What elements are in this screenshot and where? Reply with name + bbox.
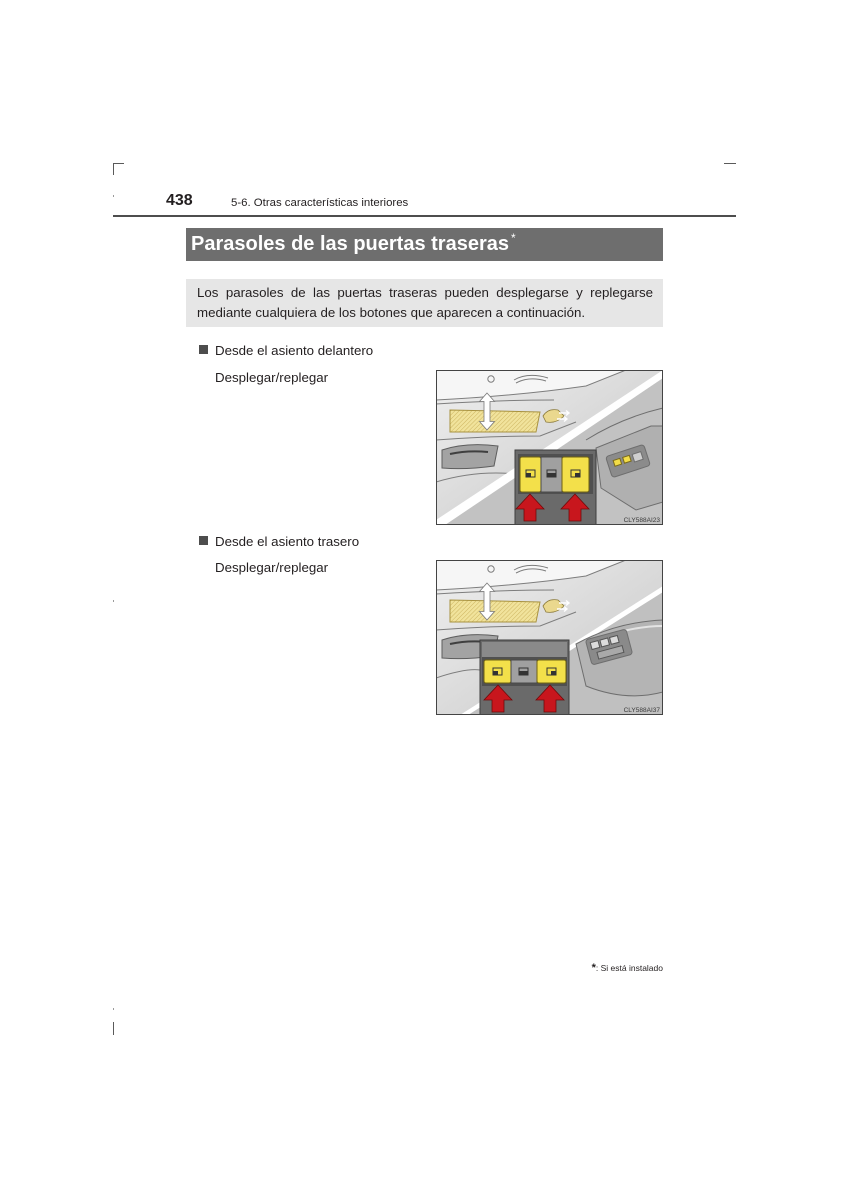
header-rule (113, 215, 736, 217)
sunshade-symbol-icon-fill (493, 671, 498, 675)
section-heading: Desde el asiento delantero (215, 343, 374, 358)
page-title (191, 232, 516, 258)
intro-box: Los parasoles de las puertas traseras pueden desplegarse y replegarse mediante cualquiera de los botones que aparecen a continuación. (186, 279, 663, 327)
sunshade-symbol-icon-fill (547, 473, 556, 477)
page-title-text: Parasoles de las puertas traseras (191, 233, 509, 255)
running-header-section: 5-6. Otras características interiores (231, 197, 409, 209)
footnote-marker: * (591, 962, 596, 974)
section-body: Desplegar/replegar (215, 560, 329, 575)
title-bar (186, 228, 663, 261)
sunshade-illustration (450, 410, 540, 432)
sunshade-symbol-icon-fill (551, 671, 556, 675)
panel-sunshade-switch (600, 638, 610, 647)
square-bullet-icon (199, 345, 208, 354)
square-bullet-icon (199, 536, 208, 545)
crop-mark-bottom-left (113, 1022, 114, 1035)
figure-code: CLY588AI37 (623, 707, 660, 714)
sunshade-symbol-icon-fill (526, 473, 531, 477)
sunshade-illustration (450, 600, 540, 622)
inset-console-surface (482, 642, 567, 658)
registration-dot (113, 195, 114, 197)
figure-code: CLY588AI23 (623, 517, 660, 524)
crop-mark-top-left-vertical (113, 163, 114, 175)
registration-dot (113, 1008, 114, 1010)
section-heading: Desde el asiento trasero (215, 534, 360, 549)
section-body: Desplegar/replegar (215, 370, 329, 385)
figure-rear-seat (436, 560, 663, 715)
sunshade-symbol-icon-fill (519, 671, 528, 675)
figure-front-seat-drawing (436, 370, 663, 525)
footnote-text: : Si está instalado (595, 963, 663, 973)
panel-sunshade-switch (590, 641, 600, 650)
footnote (592, 962, 663, 974)
panel-sunshade-switch (610, 635, 620, 644)
sunshade-symbol-icon-fill (575, 473, 580, 477)
page-number: 438 (166, 192, 193, 209)
figure-rear-seat-drawing (436, 560, 663, 715)
door-pocket (442, 445, 498, 469)
crop-mark-top-left-horizontal (113, 163, 124, 164)
figure-front-seat (436, 370, 663, 525)
crop-mark-top-right (724, 163, 736, 164)
footnote-marker: * (510, 231, 516, 245)
registration-dot (113, 600, 114, 602)
